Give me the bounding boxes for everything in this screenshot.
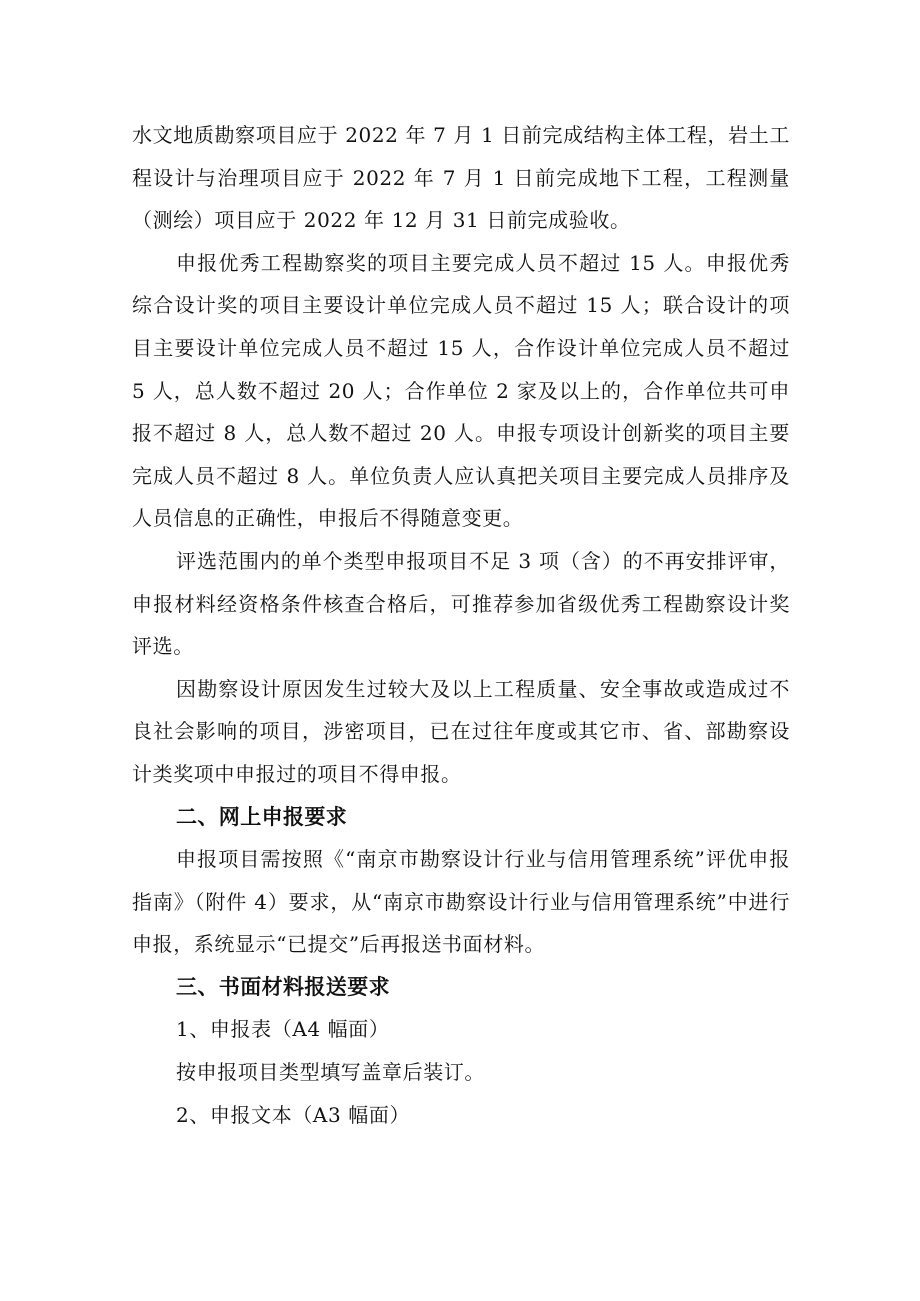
paragraph-online-application: 申报项目需按照《“南京市勘察设计行业与信用管理系统”评优申报指南》（附件 4）要求，从“南京市勘察设计行业与信用管理系统”中进行申报，系统显示“已提交”后再报送书面材料。 <box>132 847 790 957</box>
section-heading-online-application: 二、网上申报要求 <box>176 804 348 829</box>
paragraph-selection-scope: 评选范围内的单个类型申报项目不足 3 项（含）的不再安排评审，申报材料经资格条件核查合格后，可推荐参加省级优秀工程勘察设计奖评选。 <box>132 548 790 659</box>
paragraph-ineligible-projects: 因勘察设计原因发生过较大及以上工程质量、安全事故或造成过不良社会影响的项目，涉密项目，已在过往年度或其它市、省、部勘察设计类奖项中申报过的项目不得申报。 <box>132 676 790 786</box>
document-body <box>132 114 790 1136</box>
section-heading-written-materials: 三、书面材料报送要求 <box>176 974 390 999</box>
list-item-application-form: 1、申报表（A4 幅面） <box>176 1017 390 1042</box>
list-item-application-text: 2、申报文本（A3 幅面） <box>176 1102 411 1127</box>
paragraph-completion-deadlines: 水文地质勘察项目应于 2022 年 7 月 1 日前完成结构主体工程，岩土工程设计与治理项目应于 2022 年 7 月 1 日前完成地下工程，工程测量（测绘）项目应于 2022 年 12 月 31 日前完成验收。 <box>132 123 790 233</box>
list-item-application-form-note: 按申报项目类型填写盖章后装订。 <box>176 1060 485 1085</box>
paragraph-personnel-limits: 申报优秀工程勘察奖的项目主要完成人员不超过 15 人。申报优秀综合设计奖的项目主要设计单位完成人员不超过 15 人；联合设计的项目主要设计单位完成人员不超过 15 人，合作设计单位完成人员不超过 5 人，总人数不超过 20 人；合作单位 2 家及以上的，合作单位共可申报不超过 8 人，总人数不超过 20 人。申报专项设计创新奖的项目主要完成人员不超过 8 人。单位负责人应认真把关项目主要完成人员排序及人员信息的正确性，申报后不得随意变更。 <box>132 250 790 531</box>
